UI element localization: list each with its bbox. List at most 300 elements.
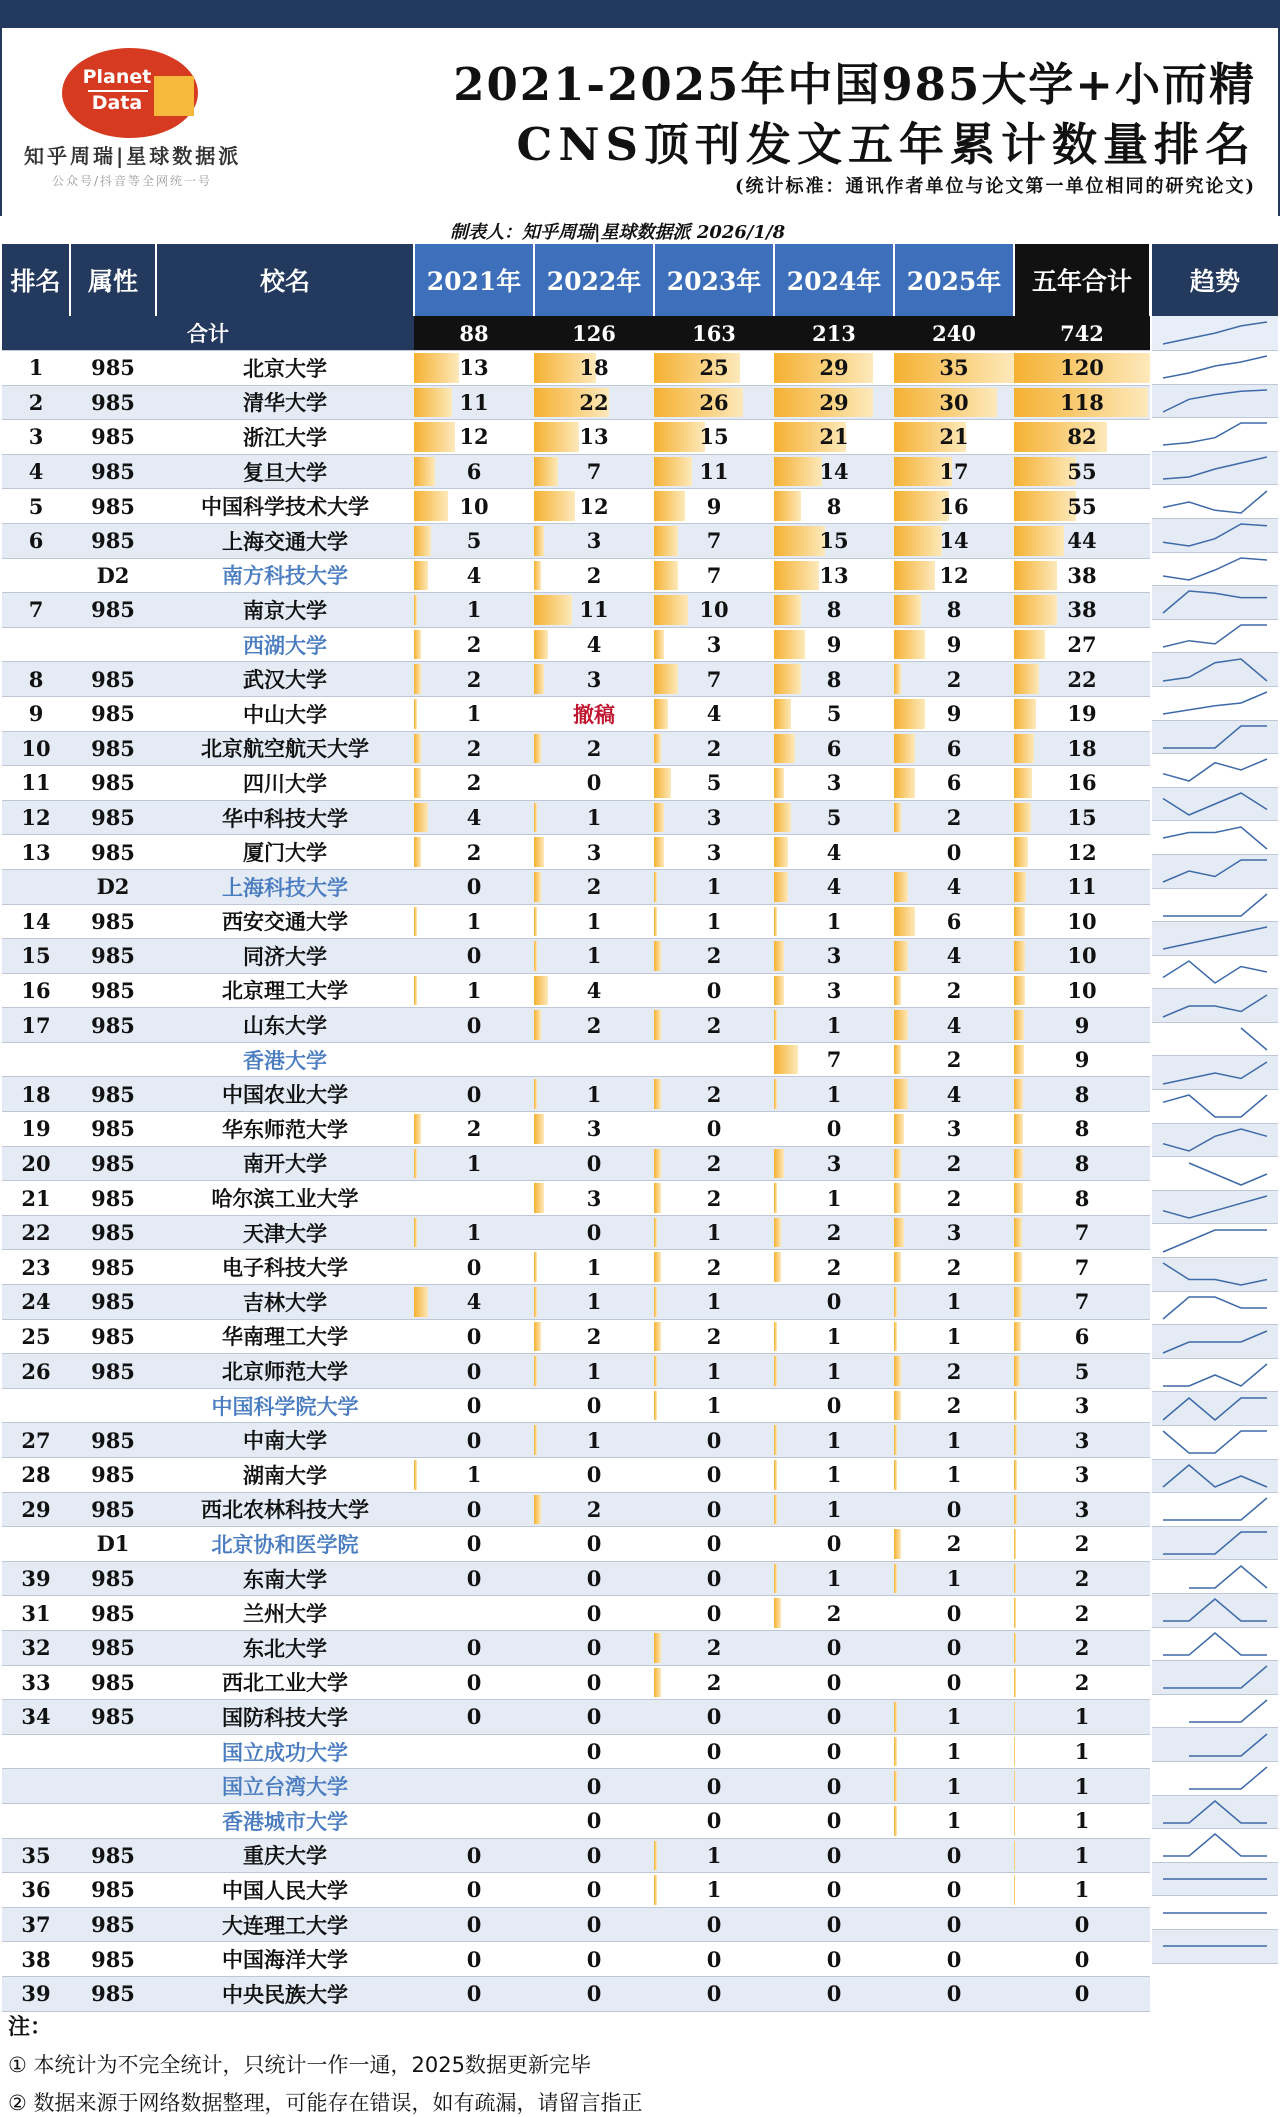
cell-value: 4 xyxy=(586,632,602,658)
total-cell xyxy=(1014,869,1150,904)
trend-cell xyxy=(1152,1863,1278,1897)
trend-sparkline xyxy=(1159,1629,1271,1659)
rank-cell: 19 xyxy=(2,1112,70,1147)
cell-value: 29 xyxy=(819,355,849,381)
trend-sparkline xyxy=(1159,453,1271,483)
cell-value: 3 xyxy=(1074,1427,1090,1453)
trend-sparkline xyxy=(1159,1461,1271,1491)
year-2023-cell xyxy=(654,1319,774,1354)
type-cell: 985 xyxy=(70,1596,156,1631)
value-bar xyxy=(414,1460,417,1490)
year-2022-cell xyxy=(534,1665,654,1700)
trend-sparkline xyxy=(1159,1125,1271,1155)
value-bar xyxy=(534,1425,537,1455)
value-bar xyxy=(774,630,805,660)
rank-cell: 8 xyxy=(2,662,70,697)
school-name: 北京航空航天大学 xyxy=(156,731,414,766)
value-bar xyxy=(774,941,784,971)
type-cell: 985 xyxy=(70,1700,156,1735)
table-row xyxy=(2,558,1150,593)
trend-line xyxy=(1163,793,1267,815)
year-2022-cell xyxy=(534,1769,654,1804)
value-bar xyxy=(1014,1391,1017,1421)
year-2025-cell xyxy=(894,662,1014,697)
cell-value: 3 xyxy=(1074,1496,1090,1522)
rank-cell: 12 xyxy=(2,800,70,835)
year-2022-cell xyxy=(534,1250,654,1285)
value-bar xyxy=(654,1218,657,1248)
value-bar xyxy=(654,630,664,660)
trend-cell xyxy=(1152,1695,1278,1729)
cell-value: 0 xyxy=(706,977,722,1003)
year-2024-cell xyxy=(774,731,894,766)
rank-cell: 13 xyxy=(2,835,70,870)
value-bar xyxy=(414,768,421,798)
cell-value: 4 xyxy=(826,874,842,900)
total-cell xyxy=(1014,766,1150,801)
total-cell xyxy=(1014,939,1150,974)
year-2022-cell xyxy=(534,1734,654,1769)
year-2023-cell xyxy=(654,1008,774,1043)
cell-value: 0 xyxy=(586,1842,602,1868)
trend-line xyxy=(1189,1566,1267,1588)
rank-cell: 14 xyxy=(2,904,70,939)
cell-value: 2 xyxy=(826,1254,842,1280)
type-cell: 985 xyxy=(70,1285,156,1320)
value-bar xyxy=(1014,1495,1017,1525)
year-2025-cell xyxy=(894,1907,1014,1942)
school-name: 香港大学 xyxy=(156,1042,414,1077)
maker-credit: 制表人：知乎周瑞|星球数据派 2026/1/8 xyxy=(450,222,786,243)
year-2023-cell xyxy=(654,1181,774,1216)
trend-sparkline xyxy=(1159,1898,1271,1928)
cell-value: 35 xyxy=(939,355,969,381)
type-cell xyxy=(70,1803,156,1838)
year-2021-cell xyxy=(414,973,534,1008)
year-2025-cell xyxy=(894,1527,1014,1562)
cell-value: 0 xyxy=(466,1704,482,1730)
rank-cell: 4 xyxy=(2,454,70,489)
value-bar xyxy=(774,526,825,556)
value-bar xyxy=(534,1322,541,1352)
cell-value: 7 xyxy=(706,666,722,692)
type-cell: 985 xyxy=(70,523,156,558)
cell-value: 0 xyxy=(826,1635,842,1661)
year-2025-cell xyxy=(894,1665,1014,1700)
trend-cell xyxy=(1152,754,1278,788)
year-2024-cell xyxy=(774,523,894,558)
school-name: 电子科技大学 xyxy=(156,1250,414,1285)
year-2025-cell xyxy=(894,1285,1014,1320)
cell-value: 8 xyxy=(1074,1116,1090,1142)
value-bar xyxy=(894,941,908,971)
trend-cell xyxy=(1152,653,1278,687)
cell-value: 0 xyxy=(826,1912,842,1938)
cell-value: 38 xyxy=(1067,562,1097,588)
cell-value: 1 xyxy=(826,908,842,934)
rank-cell: 34 xyxy=(2,1700,70,1735)
cell-value: 1 xyxy=(706,1842,722,1868)
year-2021-cell xyxy=(414,1561,534,1596)
year-2025-cell xyxy=(894,1873,1014,1908)
type-cell: 985 xyxy=(70,1354,156,1389)
value-bar xyxy=(1014,1287,1022,1317)
cell-value: 7 xyxy=(826,1047,842,1073)
year-2022-cell xyxy=(534,1527,654,1562)
cell-value: 0 xyxy=(466,1081,482,1107)
type-cell: 985 xyxy=(70,696,156,731)
trend-sparkline xyxy=(1159,1427,1271,1457)
value-bar xyxy=(1014,872,1026,902)
trend-line xyxy=(1163,961,1267,983)
total-cell xyxy=(1014,1354,1150,1389)
cell-value: 82 xyxy=(1067,424,1097,450)
cell-value: 2 xyxy=(946,1531,962,1557)
year-2025-cell xyxy=(894,904,1014,939)
trend-cell xyxy=(1152,553,1278,587)
cell-value: 4 xyxy=(946,943,962,969)
cell-value: 撤稿 xyxy=(573,701,615,727)
year-2025-cell xyxy=(894,1458,1014,1493)
cell-value: 1 xyxy=(466,1462,482,1488)
total-cell xyxy=(1014,558,1150,593)
value-bar xyxy=(414,976,417,1006)
year-2022-cell xyxy=(534,731,654,766)
table-row xyxy=(2,1976,1150,2011)
cell-value: 0 xyxy=(586,1808,602,1834)
trend-sparkline xyxy=(1159,1159,1271,1189)
type-cell: 985 xyxy=(70,1112,156,1147)
value-bar xyxy=(774,1045,798,1075)
school-name: 复旦大学 xyxy=(156,454,414,489)
year-2021-cell xyxy=(414,1942,534,1977)
trend-line xyxy=(1163,927,1267,949)
year-2022-cell xyxy=(534,385,654,420)
rank-cell: 35 xyxy=(2,1838,70,1873)
table-row xyxy=(2,1527,1150,1562)
total-label: 合计 xyxy=(2,316,414,351)
type-cell: 985 xyxy=(70,1873,156,1908)
trend-cell xyxy=(1152,586,1278,620)
value-bar xyxy=(894,664,901,694)
year-2025-cell xyxy=(894,1077,1014,1112)
school-name: 中央民族大学 xyxy=(156,1976,414,2011)
cell-value: 21 xyxy=(939,424,969,450)
year-2024-cell xyxy=(774,1734,894,1769)
cell-value: 2 xyxy=(946,1047,962,1073)
value-bar xyxy=(654,595,688,625)
cell-value: 12 xyxy=(1067,839,1097,865)
cell-value: 0 xyxy=(586,1912,602,1938)
cell-value: 10 xyxy=(459,493,489,519)
value-bar xyxy=(1014,1460,1017,1490)
trend-sparkline xyxy=(1159,1327,1271,1357)
cell-value: 0 xyxy=(586,1739,602,1765)
total-cell xyxy=(1014,1873,1150,1908)
school-name: 东南大学 xyxy=(156,1561,414,1596)
year-2023-cell xyxy=(654,662,774,697)
title-line-2: CNS顶刊发文五年累计数量排名 xyxy=(516,118,1256,171)
trend-sparkline xyxy=(1159,1730,1271,1760)
value-bar xyxy=(534,630,548,660)
col-header-2024: 2024年 xyxy=(774,244,894,316)
cell-value: 2 xyxy=(586,1012,602,1038)
subtitle-criteria: (统计标准：通讯作者单位与论文第一单位相同的研究论文) xyxy=(734,176,1256,197)
table-row xyxy=(2,800,1150,835)
year-2021-cell xyxy=(414,1319,534,1354)
table-row xyxy=(2,1388,1150,1423)
year-2022-cell xyxy=(534,800,654,835)
cell-value: 2 xyxy=(1074,1669,1090,1695)
year-2021-cell xyxy=(414,1734,534,1769)
total-cell xyxy=(1014,1492,1150,1527)
value-bar xyxy=(1014,1668,1016,1698)
year-2021-cell xyxy=(414,1423,534,1458)
cell-value: 2 xyxy=(706,1254,722,1280)
type-cell: 985 xyxy=(70,1907,156,1942)
trend-sparkline xyxy=(1159,1226,1271,1256)
table-row xyxy=(2,1423,1150,1458)
col-header-total: 五年合计 xyxy=(1014,244,1150,316)
year-2025-cell xyxy=(894,1181,1014,1216)
cell-value: 2 xyxy=(1074,1635,1090,1661)
cell-value: 21 xyxy=(819,424,849,450)
value-bar xyxy=(654,422,705,452)
value-bar xyxy=(774,561,819,591)
cell-value: 6 xyxy=(946,735,962,761)
value-bar xyxy=(534,907,537,937)
cell-value: 2 xyxy=(706,1185,722,1211)
total-cell xyxy=(1014,800,1150,835)
year-2025-cell xyxy=(894,1769,1014,1804)
value-bar xyxy=(534,561,541,591)
logo-text-line1: Planet xyxy=(82,66,152,88)
cell-value: 3 xyxy=(706,839,722,865)
year-2025-cell xyxy=(894,1215,1014,1250)
cell-value: 0 xyxy=(706,1531,722,1557)
trend-line xyxy=(1163,625,1267,647)
year-2025-cell xyxy=(894,1008,1014,1043)
trend-cell xyxy=(1152,1124,1278,1158)
year-2024-cell xyxy=(774,1008,894,1043)
value-bar xyxy=(414,630,421,660)
trend-sparkline xyxy=(1159,688,1271,718)
total-cell xyxy=(1014,1181,1150,1216)
cell-value: 8 xyxy=(1074,1081,1090,1107)
cell-value: 0 xyxy=(946,1877,962,1903)
year-2023-cell xyxy=(654,973,774,1008)
rank-cell: 1 xyxy=(2,351,70,386)
cell-value: 1 xyxy=(1074,1808,1090,1834)
trend-cell xyxy=(1152,721,1278,755)
school-name: 西湖大学 xyxy=(156,627,414,662)
value-bar xyxy=(534,803,537,833)
trend-sparkline xyxy=(1159,1763,1271,1793)
value-bar xyxy=(654,664,678,694)
cell-value: 3 xyxy=(1074,1393,1090,1419)
value-bar xyxy=(894,1287,897,1317)
year-2021-cell xyxy=(414,1907,534,1942)
year-2024-cell xyxy=(774,1527,894,1562)
value-bar xyxy=(894,1322,897,1352)
year-2024-cell xyxy=(774,1769,894,1804)
year-2022-cell xyxy=(534,1942,654,1977)
cell-value: 0 xyxy=(466,1254,482,1280)
year-2025-cell xyxy=(894,558,1014,593)
year-2023-cell xyxy=(654,1285,774,1320)
cell-value: 2 xyxy=(946,1185,962,1211)
year-2022-cell xyxy=(534,489,654,524)
school-name: 上海交通大学 xyxy=(156,523,414,558)
cell-value: 0 xyxy=(586,1220,602,1246)
year-2021-cell xyxy=(414,1458,534,1493)
cell-value: 2 xyxy=(586,874,602,900)
cell-value: 0 xyxy=(826,1946,842,1972)
cell-value: 0 xyxy=(946,1981,962,2007)
cell-value: 5 xyxy=(466,528,482,554)
cell-value: 2 xyxy=(706,735,722,761)
cell-value: 3 xyxy=(706,632,722,658)
year-2023-cell xyxy=(654,800,774,835)
trend-sparkline xyxy=(1159,1024,1271,1054)
value-bar xyxy=(1014,1529,1016,1559)
year-2024-cell xyxy=(774,1181,894,1216)
cell-value: 0 xyxy=(946,1946,962,1972)
trend-sparkline xyxy=(1159,823,1271,853)
year-2024-cell xyxy=(774,1354,894,1389)
cell-value: 3 xyxy=(946,1220,962,1246)
year-2024-cell xyxy=(774,1976,894,2011)
cell-value: 1 xyxy=(826,1012,842,1038)
school-name: 中国科学院大学 xyxy=(156,1388,414,1423)
table-header-row xyxy=(2,244,1150,316)
year-2021-cell xyxy=(414,904,534,939)
table-row xyxy=(2,351,1150,386)
year-2023-cell xyxy=(654,1042,774,1077)
year-2021-cell xyxy=(414,420,534,455)
trend-line xyxy=(1163,1431,1267,1453)
year-2023-cell xyxy=(654,1942,774,1977)
cell-value: 0 xyxy=(466,1496,482,1522)
trend-line xyxy=(1163,726,1267,748)
type-cell: 985 xyxy=(70,835,156,870)
total-year-2022: 126 xyxy=(534,316,654,351)
cell-value: 2 xyxy=(706,1635,722,1661)
cell-value: 2 xyxy=(466,770,482,796)
year-2023-cell xyxy=(654,1527,774,1562)
year-2021-cell xyxy=(414,351,534,386)
value-bar xyxy=(1014,768,1032,798)
year-2021-cell xyxy=(414,1873,534,1908)
type-cell: 985 xyxy=(70,1008,156,1043)
year-2021-cell xyxy=(414,489,534,524)
cell-value: 1 xyxy=(466,597,482,623)
year-2022-cell xyxy=(534,1700,654,1735)
value-bar xyxy=(894,561,935,591)
cell-value: 0 xyxy=(826,1669,842,1695)
cell-value: 44 xyxy=(1067,528,1097,554)
trend-line xyxy=(1241,1028,1267,1050)
year-2021-cell xyxy=(414,766,534,801)
year-2023-cell xyxy=(654,523,774,558)
value-bar xyxy=(1014,1806,1015,1836)
cell-value: 5 xyxy=(1074,1358,1090,1384)
footnotes xyxy=(8,2010,643,2117)
cell-value: 7 xyxy=(1074,1254,1090,1280)
year-2021-cell xyxy=(414,869,534,904)
cell-value: 0 xyxy=(706,1566,722,1592)
year-2021-cell xyxy=(414,1077,534,1112)
type-cell: 985 xyxy=(70,1838,156,1873)
value-bar xyxy=(654,1841,657,1871)
year-2022-cell xyxy=(534,593,654,628)
cell-value: 0 xyxy=(466,1912,482,1938)
year-2023-cell xyxy=(654,351,774,386)
cell-value: 2 xyxy=(706,1323,722,1349)
year-2021-cell xyxy=(414,696,534,731)
table-row xyxy=(2,1838,1150,1873)
trend-line xyxy=(1163,1532,1267,1554)
type-cell: 985 xyxy=(70,593,156,628)
table-row xyxy=(2,973,1150,1008)
trend-line xyxy=(1163,759,1267,781)
year-2024-cell xyxy=(774,1458,894,1493)
cell-value: 1 xyxy=(1074,1773,1090,1799)
trend-cell xyxy=(1152,1796,1278,1830)
cell-value: 0 xyxy=(586,1773,602,1799)
cell-value: 0 xyxy=(586,1704,602,1730)
total-cell xyxy=(1014,523,1150,558)
value-bar xyxy=(654,1149,661,1179)
trend-line xyxy=(1163,1230,1267,1252)
year-2024-cell xyxy=(774,1215,894,1250)
year-2024-cell xyxy=(774,1838,894,1873)
year-2024-cell xyxy=(774,939,894,974)
year-2022-cell xyxy=(534,1388,654,1423)
cell-value: 3 xyxy=(586,528,602,554)
value-bar xyxy=(894,734,915,764)
cell-value: 9 xyxy=(946,701,962,727)
value-bar xyxy=(654,803,664,833)
school-name: 天津大学 xyxy=(156,1215,414,1250)
year-2024-cell xyxy=(774,1907,894,1942)
year-2022-cell xyxy=(534,627,654,662)
total-cell xyxy=(1014,1112,1150,1147)
cell-value: 3 xyxy=(826,943,842,969)
rank-cell: 11 xyxy=(2,766,70,801)
cell-value: 11 xyxy=(459,389,489,415)
total-cell xyxy=(1014,1665,1150,1700)
value-bar xyxy=(894,1183,901,1213)
cell-value: 2 xyxy=(946,1358,962,1384)
year-2024-cell xyxy=(774,1319,894,1354)
trend-sparkline xyxy=(1159,318,1271,348)
year-2022-cell xyxy=(534,1112,654,1147)
year-2021-cell xyxy=(414,1354,534,1389)
value-bar xyxy=(534,595,572,625)
value-bar xyxy=(1014,976,1025,1006)
trend-sparkline xyxy=(1159,487,1271,517)
cell-value: 4 xyxy=(466,562,482,588)
trend-line xyxy=(1163,1801,1267,1823)
type-cell: 985 xyxy=(70,1077,156,1112)
value-bar xyxy=(1014,1356,1020,1386)
trend-cell xyxy=(1152,821,1278,855)
cell-value: 4 xyxy=(826,839,842,865)
year-2022-cell xyxy=(534,351,654,386)
type-cell: 985 xyxy=(70,1319,156,1354)
school-name: 清华大学 xyxy=(156,385,414,420)
